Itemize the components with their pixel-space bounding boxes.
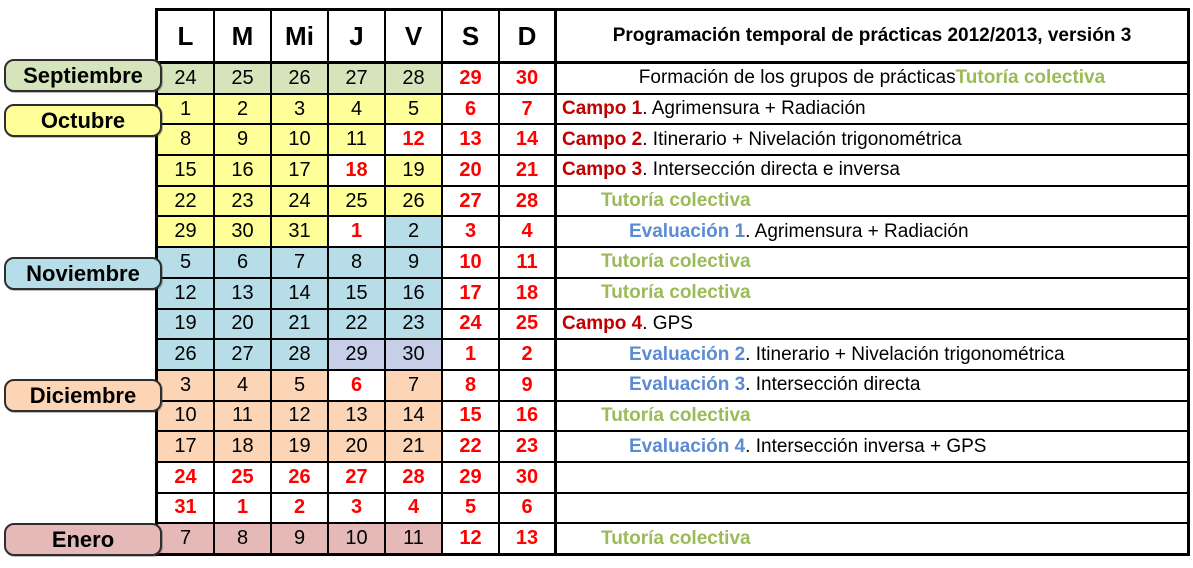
day-cell: 13 bbox=[329, 402, 386, 431]
note-segment: Formación de los grupos de prácticas bbox=[638, 67, 956, 89]
day-cell: 29 bbox=[329, 340, 386, 369]
day-cell: 9 bbox=[500, 371, 557, 400]
weekday-header-m: M bbox=[215, 11, 272, 61]
note-segment: . Intersección directa e inversa bbox=[642, 159, 900, 181]
day-cell: 24 bbox=[443, 310, 500, 339]
day-cell: 27 bbox=[329, 463, 386, 492]
day-cell: 27 bbox=[215, 340, 272, 369]
day-cell: 12 bbox=[386, 125, 443, 154]
note-segment: Campo 3 bbox=[562, 159, 643, 181]
day-cell: 15 bbox=[443, 402, 500, 431]
day-cell: 5 bbox=[272, 371, 329, 400]
day-cell: 24 bbox=[158, 64, 215, 93]
schedule-note bbox=[557, 432, 1187, 461]
day-cell: 4 bbox=[386, 494, 443, 523]
weekday-header-d: D bbox=[500, 11, 557, 61]
week-row bbox=[158, 125, 1187, 156]
day-cell: 6 bbox=[215, 248, 272, 277]
day-cell: 2 bbox=[215, 95, 272, 124]
weekday-header-l: L bbox=[158, 11, 215, 61]
schedule-note bbox=[557, 402, 1187, 431]
day-cell: 21 bbox=[272, 310, 329, 339]
day-cell: 10 bbox=[272, 125, 329, 154]
day-cell: 12 bbox=[443, 524, 500, 553]
month-label-noviembre: Noviembre bbox=[4, 257, 162, 290]
day-cell: 7 bbox=[272, 248, 329, 277]
day-cell: 16 bbox=[215, 156, 272, 185]
day-cell: 28 bbox=[272, 340, 329, 369]
day-cell: 20 bbox=[443, 156, 500, 185]
week-row bbox=[158, 371, 1187, 402]
schedule-note bbox=[557, 248, 1187, 277]
schedule-note bbox=[557, 524, 1187, 553]
note-segment: Tutoría colectiva bbox=[601, 404, 751, 426]
day-cell: 10 bbox=[443, 248, 500, 277]
day-cell: 26 bbox=[272, 64, 329, 93]
weekday-header-row bbox=[158, 11, 1187, 64]
day-cell: 1 bbox=[158, 95, 215, 124]
day-cell: 25 bbox=[215, 463, 272, 492]
day-cell: 13 bbox=[443, 125, 500, 154]
day-cell: 22 bbox=[158, 187, 215, 216]
day-cell: 16 bbox=[386, 279, 443, 308]
note-segment: Tutoría colectiva bbox=[601, 190, 751, 212]
day-cell: 26 bbox=[158, 340, 215, 369]
schedule-note bbox=[557, 340, 1187, 369]
note-segment: . Itinerario + Nivelación trigonométrica bbox=[745, 343, 1065, 365]
day-cell: 1 bbox=[443, 340, 500, 369]
schedule-note bbox=[557, 494, 1187, 523]
day-cell: 30 bbox=[215, 217, 272, 246]
day-cell: 8 bbox=[158, 125, 215, 154]
note-segment: Evaluación 1 bbox=[629, 220, 746, 242]
day-cell: 11 bbox=[500, 248, 557, 277]
day-cell: 20 bbox=[329, 432, 386, 461]
day-cell: 7 bbox=[500, 95, 557, 124]
note-segment: Evaluación 3 bbox=[629, 374, 746, 396]
day-cell: 4 bbox=[500, 217, 557, 246]
day-cell: 9 bbox=[215, 125, 272, 154]
day-cell: 14 bbox=[386, 402, 443, 431]
schedule-note bbox=[557, 64, 1187, 93]
day-cell: 10 bbox=[329, 524, 386, 553]
week-row bbox=[158, 248, 1187, 279]
week-row bbox=[158, 64, 1187, 95]
schedule-note bbox=[557, 217, 1187, 246]
note-segment: Campo 2 bbox=[562, 128, 643, 150]
note-segment: Tutoría colectiva bbox=[601, 282, 751, 304]
day-cell: 6 bbox=[500, 494, 557, 523]
month-label-octubre: Octubre bbox=[4, 104, 162, 137]
day-cell: 25 bbox=[500, 310, 557, 339]
day-cell: 5 bbox=[443, 494, 500, 523]
day-cell: 18 bbox=[500, 279, 557, 308]
note-segment: Tutoría colectiva bbox=[601, 251, 751, 273]
day-cell: 1 bbox=[215, 494, 272, 523]
day-cell: 3 bbox=[272, 95, 329, 124]
schedule-note bbox=[557, 463, 1187, 492]
note-segment: Campo 1 bbox=[562, 98, 643, 120]
day-cell: 3 bbox=[158, 371, 215, 400]
day-cell: 6 bbox=[329, 371, 386, 400]
day-cell: 4 bbox=[215, 371, 272, 400]
day-cell: 28 bbox=[386, 463, 443, 492]
day-cell: 5 bbox=[158, 248, 215, 277]
week-row bbox=[158, 187, 1187, 218]
schedule-note bbox=[557, 310, 1187, 339]
day-cell: 1 bbox=[329, 217, 386, 246]
week-row bbox=[158, 524, 1187, 553]
day-cell: 9 bbox=[386, 248, 443, 277]
day-cell: 15 bbox=[329, 279, 386, 308]
day-cell: 12 bbox=[272, 402, 329, 431]
day-cell: 15 bbox=[158, 156, 215, 185]
schedule-note bbox=[557, 156, 1187, 185]
day-cell: 8 bbox=[215, 524, 272, 553]
day-cell: 21 bbox=[500, 156, 557, 185]
day-cell: 27 bbox=[329, 64, 386, 93]
schedule-note bbox=[557, 371, 1187, 400]
day-cell: 27 bbox=[443, 187, 500, 216]
day-cell: 6 bbox=[443, 95, 500, 124]
month-label-diciembre: Diciembre bbox=[4, 379, 162, 412]
week-row bbox=[158, 340, 1187, 371]
day-cell: 19 bbox=[158, 310, 215, 339]
practice-schedule-table bbox=[155, 8, 1190, 556]
note-segment: . Itinerario + Nivelación trigonométrica bbox=[642, 128, 962, 150]
day-cell: 21 bbox=[386, 432, 443, 461]
day-cell: 18 bbox=[329, 156, 386, 185]
day-cell: 23 bbox=[215, 187, 272, 216]
day-cell: 30 bbox=[386, 340, 443, 369]
note-segment: . Agrimensura + Radiación bbox=[642, 98, 866, 120]
day-cell: 9 bbox=[272, 524, 329, 553]
day-cell: 23 bbox=[500, 432, 557, 461]
day-cell: 24 bbox=[272, 187, 329, 216]
day-cell: 2 bbox=[500, 340, 557, 369]
week-row bbox=[158, 402, 1187, 433]
day-cell: 25 bbox=[329, 187, 386, 216]
day-cell: 19 bbox=[272, 432, 329, 461]
day-cell: 8 bbox=[329, 248, 386, 277]
week-row bbox=[158, 156, 1187, 187]
day-cell: 2 bbox=[386, 217, 443, 246]
day-cell: 17 bbox=[272, 156, 329, 185]
day-cell: 2 bbox=[272, 494, 329, 523]
note-segment: Evaluación 4 bbox=[629, 435, 746, 457]
day-cell: 26 bbox=[386, 187, 443, 216]
week-row bbox=[158, 310, 1187, 341]
day-cell: 17 bbox=[443, 279, 500, 308]
day-cell: 18 bbox=[215, 432, 272, 461]
day-cell: 4 bbox=[329, 95, 386, 124]
day-cell: 24 bbox=[158, 463, 215, 492]
day-cell: 29 bbox=[443, 463, 500, 492]
schedule-title: Programación temporal de prácticas 2012/2013, versión 3 bbox=[557, 11, 1187, 61]
week-row bbox=[158, 279, 1187, 310]
note-segment: . GPS bbox=[642, 312, 693, 334]
note-segment: Evaluación 2 bbox=[629, 343, 746, 365]
day-cell: 25 bbox=[215, 64, 272, 93]
day-cell: 10 bbox=[158, 402, 215, 431]
note-segment: Campo 4 bbox=[562, 312, 643, 334]
day-cell: 23 bbox=[386, 310, 443, 339]
day-cell: 30 bbox=[500, 463, 557, 492]
day-cell: 7 bbox=[158, 524, 215, 553]
week-row bbox=[158, 494, 1187, 525]
note-segment: . Intersección directa bbox=[745, 374, 921, 396]
week-row bbox=[158, 432, 1187, 463]
day-cell: 28 bbox=[386, 64, 443, 93]
day-cell: 11 bbox=[386, 524, 443, 553]
note-segment: . Intersección inversa + GPS bbox=[745, 435, 987, 457]
day-cell: 29 bbox=[443, 64, 500, 93]
schedule-note bbox=[557, 125, 1187, 154]
weekday-header-v: V bbox=[386, 11, 443, 61]
week-row bbox=[158, 463, 1187, 494]
day-cell: 8 bbox=[443, 371, 500, 400]
weekday-header-j: J bbox=[329, 11, 386, 61]
day-cell: 12 bbox=[158, 279, 215, 308]
week-row bbox=[158, 217, 1187, 248]
schedule-note bbox=[557, 95, 1187, 124]
day-cell: 3 bbox=[329, 494, 386, 523]
weekday-header-mi: Mi bbox=[272, 11, 329, 61]
month-label-enero: Enero bbox=[4, 523, 162, 556]
day-cell: 20 bbox=[215, 310, 272, 339]
day-cell: 11 bbox=[329, 125, 386, 154]
day-cell: 17 bbox=[158, 432, 215, 461]
note-segment: . Agrimensura + Radiación bbox=[745, 220, 969, 242]
day-cell: 22 bbox=[329, 310, 386, 339]
day-cell: 30 bbox=[500, 64, 557, 93]
schedule-note bbox=[557, 279, 1187, 308]
day-cell: 16 bbox=[500, 402, 557, 431]
week-row bbox=[158, 95, 1187, 126]
day-cell: 3 bbox=[443, 217, 500, 246]
note-segment: Tutoría colectiva bbox=[955, 67, 1106, 89]
day-cell: 29 bbox=[158, 217, 215, 246]
schedule-note bbox=[557, 187, 1187, 216]
day-cell: 22 bbox=[443, 432, 500, 461]
day-cell: 13 bbox=[215, 279, 272, 308]
day-cell: 31 bbox=[272, 217, 329, 246]
month-label-septiembre: Septiembre bbox=[4, 59, 162, 92]
weekday-header-s: S bbox=[443, 11, 500, 61]
day-cell: 11 bbox=[215, 402, 272, 431]
day-cell: 7 bbox=[386, 371, 443, 400]
day-cell: 14 bbox=[500, 125, 557, 154]
day-cell: 5 bbox=[386, 95, 443, 124]
day-cell: 26 bbox=[272, 463, 329, 492]
day-cell: 14 bbox=[272, 279, 329, 308]
day-cell: 28 bbox=[500, 187, 557, 216]
note-segment: Tutoría colectiva bbox=[601, 527, 751, 549]
day-cell: 13 bbox=[500, 524, 557, 553]
day-cell: 19 bbox=[386, 156, 443, 185]
day-cell: 31 bbox=[158, 494, 215, 523]
